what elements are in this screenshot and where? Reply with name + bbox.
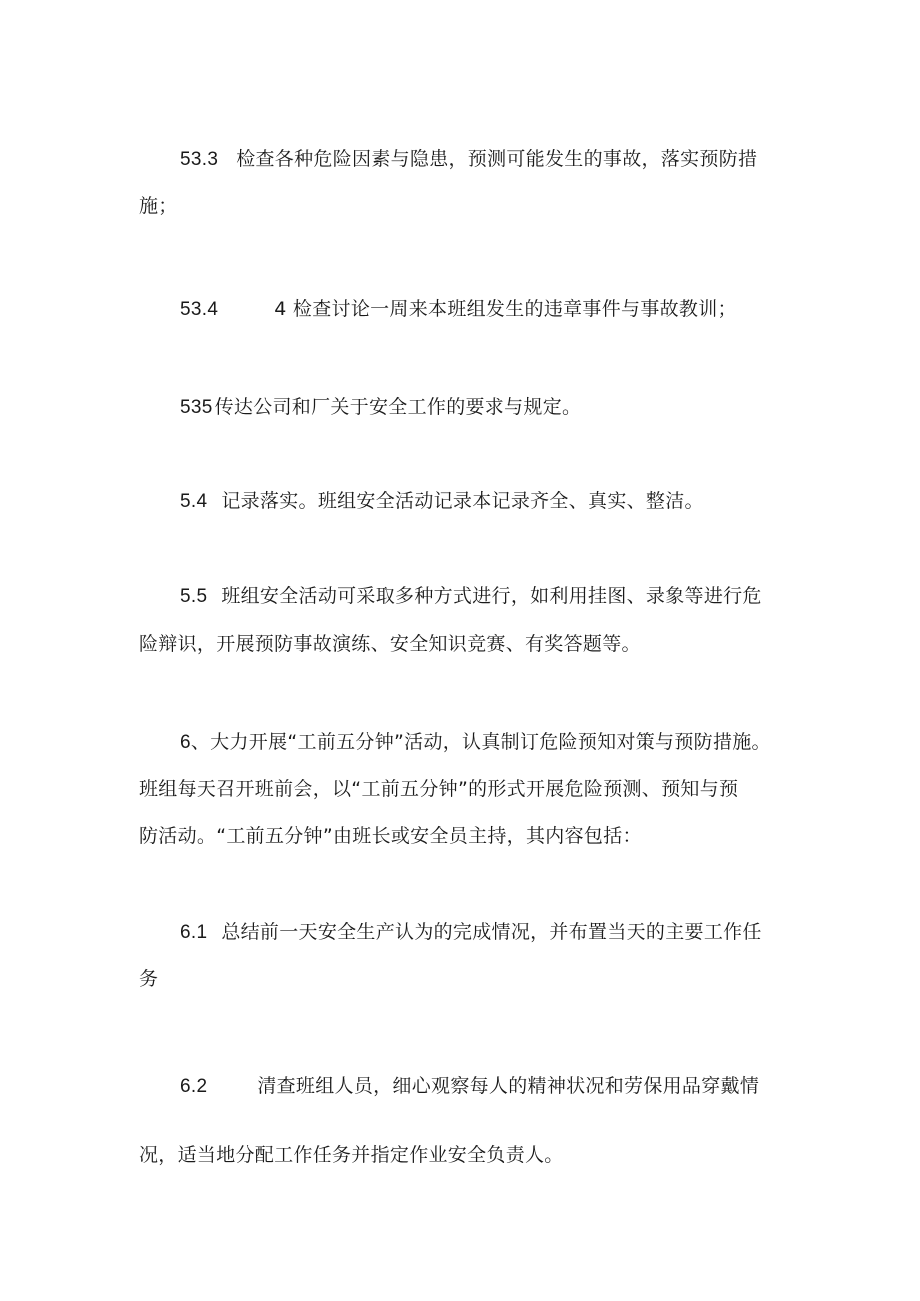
para-6-1-line-2: 务 (139, 968, 159, 990)
para-5-4 (180, 489, 704, 514)
para-6-2-line-1 (180, 1074, 759, 1099)
para-5-5-line-1 (180, 584, 762, 609)
para-text: 检查各种危险因素与隐患，预测可能发生的事故，落实预防措 (236, 148, 758, 170)
para-53-3-line-1 (180, 147, 757, 172)
para-number: 5.4 (180, 491, 208, 512)
para-number: 53.4 (180, 299, 219, 320)
para-text: 班组安全活动可采取多种方式进行，如利用挂图、录象等进行危 (221, 585, 762, 607)
para-6-line-2: 班组每天召开班前会，以“工前五分钟”的形式开展危险预测、预知与预 (139, 778, 739, 800)
para-number: 5.5 (180, 586, 208, 607)
para-text: 大力开展“工前五分钟”活动，认真制订危险预知对策与预防措施。 (210, 731, 771, 753)
para-number: 6.2 (180, 1076, 208, 1097)
para-6-2-line-2: 况，适当地分配工作任务并指定作业安全负责人。 (139, 1144, 564, 1166)
para-number: 6、 (180, 732, 211, 753)
para-text: 传达公司和厂关于安全工作的要求与规定。 (214, 396, 582, 418)
para-number: 53.3 (180, 149, 219, 170)
para-text: 4 检查讨论一周来本班组发生的违章事件与事故教训； (274, 298, 737, 320)
para-53-3-line-2: 施； (139, 195, 178, 217)
para-5-5-line-2: 险辩识，开展预防事故演练、安全知识竞赛、有奖答题等。 (139, 633, 641, 655)
para-6-line-3: 防活动。“工前五分钟”由班长或安全员主持，其内容包括： (139, 825, 642, 847)
para-number: 535 (180, 397, 213, 418)
para-6-line-1 (180, 730, 771, 755)
para-text: 记录落实。班组安全活动记录本记录齐全、真实、整洁。 (221, 490, 704, 512)
para-number: 6.1 (180, 922, 208, 943)
para-535 (180, 395, 581, 420)
para-text: 清查班组人员，细心观察每人的精神状况和劳保用品穿戴情 (257, 1075, 760, 1097)
para-6-1-line-1 (180, 920, 762, 945)
para-text: 总结前一天安全生产认为的完成情况，并布置当天的主要工作任 (221, 921, 762, 943)
para-53-4 (180, 297, 737, 322)
